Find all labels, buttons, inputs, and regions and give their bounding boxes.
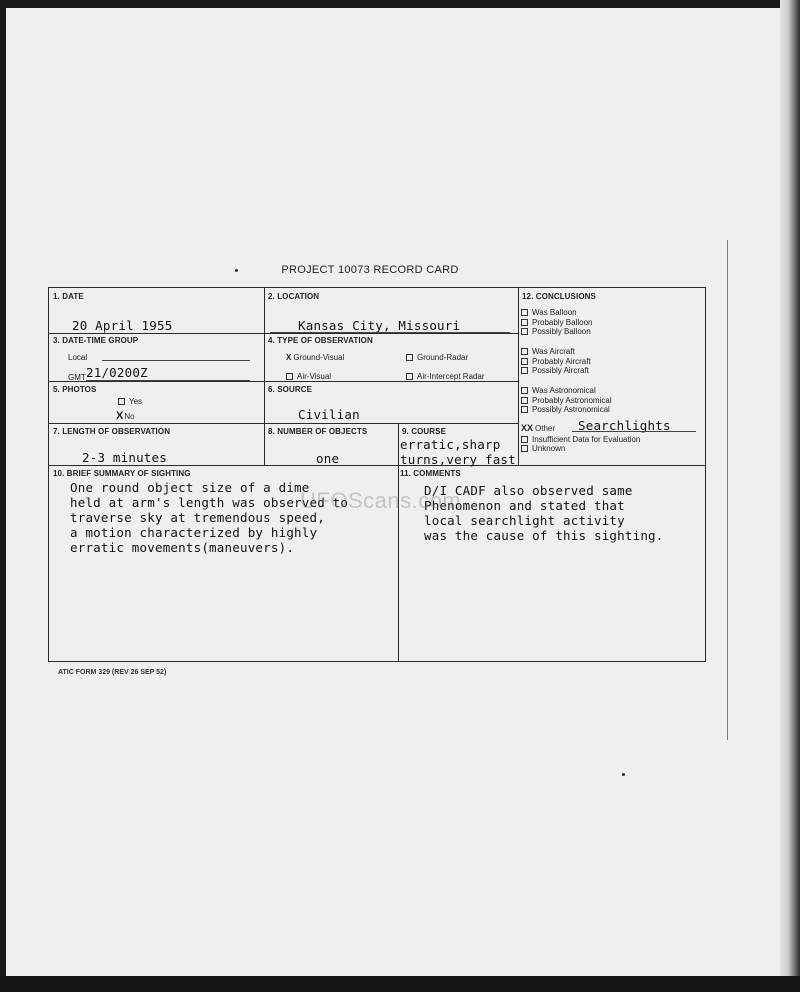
photos-yes: Yes	[118, 397, 142, 406]
checkbox-icon	[286, 373, 293, 380]
conclusion-other: XX Other	[521, 423, 556, 433]
grid-line	[49, 423, 518, 424]
source-label: 6. SOURCE	[268, 385, 313, 394]
conclusion-item: Was Balloon	[521, 308, 577, 317]
comment-line: local searchlight activity	[424, 513, 625, 528]
location-label: 2. LOCATION	[268, 292, 320, 301]
course-line-2: turns,very fast	[400, 452, 516, 467]
objects-label: 8. NUMBER OF OBJECTS	[268, 427, 368, 436]
type-ground-radar: Ground-Radar	[406, 353, 468, 362]
conclusion-item: Possibly Astronomical	[521, 405, 610, 414]
checkbox-icon	[521, 445, 528, 452]
summary-line: a motion characterized by highly	[70, 525, 318, 540]
source-value: Civilian	[298, 407, 360, 422]
photos-mark: X	[116, 410, 124, 422]
conclusion-item: Possibly Aircraft	[521, 366, 589, 375]
type-air-visual: Air-Visual	[286, 372, 331, 381]
checkbox-icon	[118, 398, 125, 405]
grid-line	[49, 465, 705, 466]
other-mark: XX	[521, 423, 534, 433]
watermark: UFOScans.com	[300, 488, 462, 513]
checkbox-icon	[521, 406, 528, 413]
grid-line	[518, 288, 519, 466]
form-number: ATIC FORM 329 (REV 26 SEP 52)	[58, 669, 167, 676]
checkbox-icon	[406, 354, 413, 361]
conclusion-other-value: Searchlights	[578, 418, 671, 433]
location-value: Kansas City, Missouri	[298, 318, 461, 333]
checkbox-icon	[521, 436, 528, 443]
photos-label: 5. PHOTOS	[53, 385, 97, 394]
date-value: 20 April 1955	[72, 318, 173, 333]
checkbox-icon	[521, 397, 528, 404]
photos-no: XNo	[116, 410, 135, 422]
length-value: 2-3 minutes	[82, 450, 167, 465]
checkbox-icon	[521, 358, 528, 365]
checkbox-icon	[521, 319, 528, 326]
summary-label: 10. BRIEF SUMMARY OF SIGHTING	[53, 469, 191, 478]
conclusion-item: Probably Aircraft	[521, 357, 591, 366]
scan-edge	[780, 0, 800, 992]
dtg-gmt-value: 21/0200Z	[86, 365, 148, 380]
checkbox-icon	[406, 373, 413, 380]
summary-line: held at arm's length was observed to	[70, 495, 349, 510]
grid-line	[49, 333, 518, 334]
type-mark: X	[286, 353, 292, 362]
other-underline	[572, 431, 696, 432]
type-label: 4. TYPE OF OBSERVATION	[268, 336, 373, 345]
comment-line: was the cause of this sighting.	[424, 528, 664, 543]
checkbox-icon	[521, 367, 528, 374]
checkbox-icon	[521, 348, 528, 355]
conclusion-item: Was Astronomical	[521, 386, 596, 395]
summary-line: traverse sky at tremendous speed,	[70, 510, 325, 525]
comments-label: 11. COMMENTS	[400, 469, 461, 478]
conclusion-item: Probably Astronomical	[521, 396, 612, 405]
card-title: PROJECT 10073 RECORD CARD	[281, 264, 459, 276]
dtg-gmt-label: GMT	[68, 373, 86, 382]
dtg-gmt-line	[86, 380, 250, 381]
type-air-intercept: Air-Intercept Radar	[406, 372, 485, 381]
scan-artifact-line	[727, 240, 728, 740]
checkbox-icon	[521, 387, 528, 394]
grid-line	[49, 381, 518, 382]
location-underline	[270, 332, 510, 333]
scan-edge-bottom	[0, 976, 800, 992]
checkbox-icon	[521, 328, 528, 335]
length-label: 7. LENGTH OF OBSERVATION	[53, 427, 171, 436]
conclusion-unknown: Unknown	[521, 444, 565, 453]
scan-speck	[622, 773, 625, 776]
dtg-label: 3. DATE-TIME GROUP	[53, 336, 139, 345]
conclusions-label: 12. CONCLUSIONS	[522, 292, 596, 301]
dtg-local-label: Local	[68, 353, 88, 362]
checkbox-icon	[521, 309, 528, 316]
dtg-local-line	[102, 360, 250, 361]
date-label: 1. DATE	[53, 292, 84, 301]
summary-line: erratic movements(maneuvers).	[70, 540, 295, 555]
course-label: 9. COURSE	[402, 427, 447, 436]
course-line-1: erratic,sharp	[400, 437, 501, 452]
grid-line	[398, 424, 399, 662]
comment-line: D/I CADF also observed same	[424, 483, 633, 498]
comment-line: Phenomenon and stated that	[424, 498, 625, 513]
conclusion-item: Possibly Balloon	[521, 327, 591, 336]
conclusion-item: Probably Balloon	[521, 318, 592, 327]
objects-value: one	[316, 451, 340, 466]
grid-line	[264, 288, 265, 466]
type-ground-visual: X Ground-Visual	[286, 353, 345, 362]
conclusion-item: Was Aircraft	[521, 347, 575, 356]
conclusion-insufficient: Insufficient Data for Evaluation	[521, 435, 640, 444]
summary-line: One round object size of a dime	[70, 480, 310, 495]
